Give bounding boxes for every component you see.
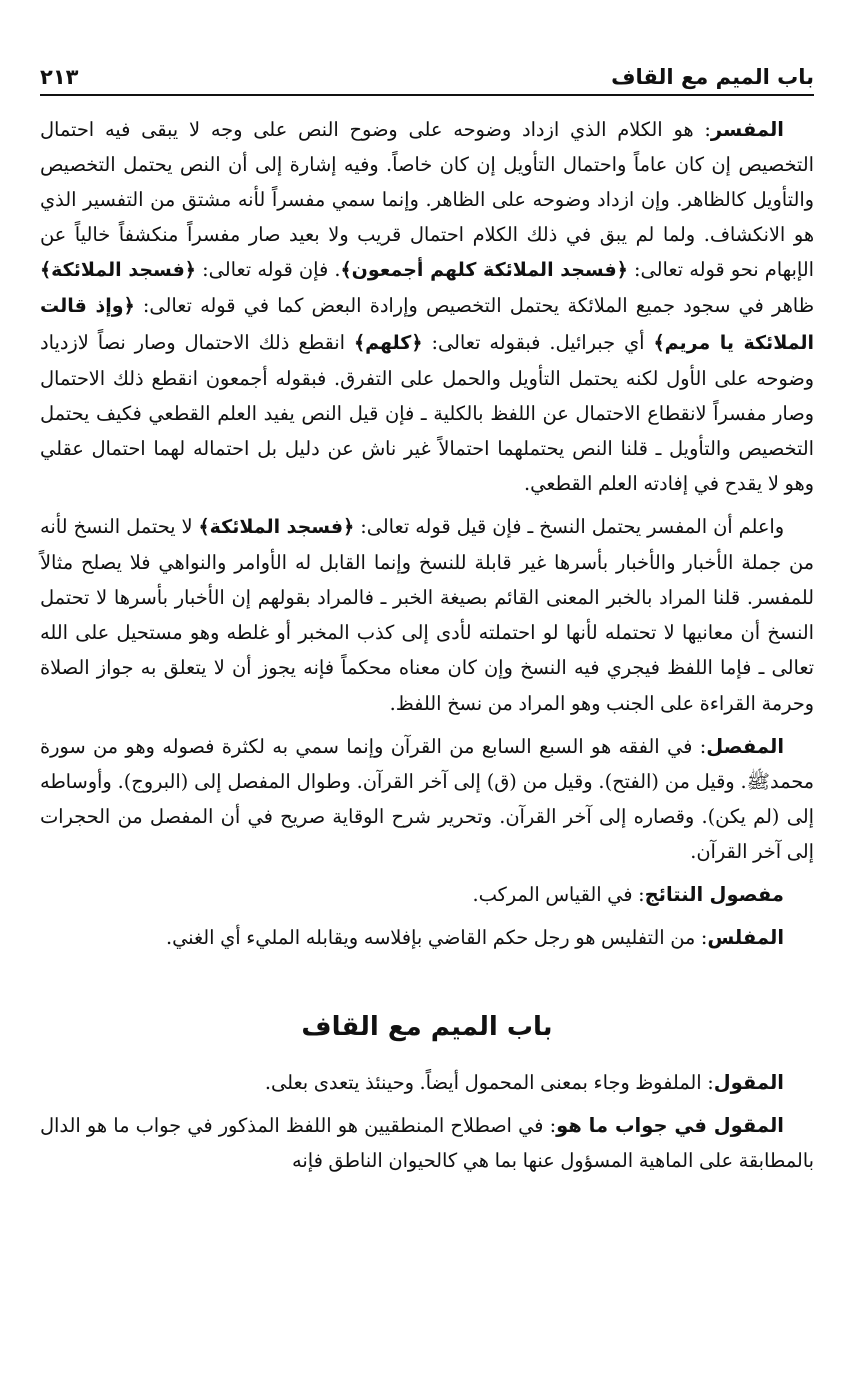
running-header [40,52,814,96]
entry-text: ظاهر في سجود جميع الملائكة يحتمل التخصيص وإرادة البعض كما في قوله تعالى: [134,294,814,318]
paragraph-naskh [40,509,814,721]
entry-term: المفصل [706,734,784,758]
entry-mufassar [40,112,814,501]
quran-quote: ﴿فسجد الملائكة﴾ [198,516,355,539]
entry-text: لا يحتمل النسخ لأنه من جملة الأخبار والأخبار بأسرها غير قابلة للنسخ وإنما القابل له الأوامر والنواهي فلا يصلح مثالاً للمفسر. قلنا المراد بالخبر المعنى القائم بصيغة الخبر ـ فالمراد بقولهم إن الأخبار بأسرها لا تحتمل النسخ أن معانيها لا تحتمله لأنها لو احتملته لأدى إلى كذب المخبر أو غلطه وهو مستحيل على الله تعالى ـ فإما اللفظ فيجري فيه النسخ وإن كان معناه محكماً فإنه يجوز أن لا يتعلق به جواز الصلاة وحرمة القراءة على الجنب وهو المراد من نسخ اللفظ. [40,515,814,715]
page-number: ٢١٣ [40,65,79,89]
quran-quote: ﴿فسجد الملائكة كلهم أجمعون﴾ [340,259,628,282]
entry-maqul [40,1065,814,1100]
entry-mufassal [40,729,814,869]
entry-text: واعلم أن المفسر يحتمل النسخ ـ فإن قيل قوله تعالى: [354,515,785,539]
entry-text: : هو الكلام الذي ازداد وضوحه على وضوح النص على وجه لا يبقى فيه احتمال التخصيص إن كان عاماً واحتمال التأويل إن كان خاصاً. وفيه إشارة إلى أن النص يحتمل التخصيص والتأويل كالظاهر. وإن ازداد وضوحه على الظاهر. وإنما سمي مفسراً لأنه مشتق من التفسير الذي هو الانكشاف. ولما لم يبق في ذلك الكلام احتمال قريب ولا بعيد صار مفسراً منكشفاً خالياً عن الإبهام نحو قوله تعالى: [40,118,814,282]
quran-quote: ﴿فسجد الملائكة﴾ [40,259,196,282]
entry-maqul-fi-jawab-ma-huwa [40,1108,814,1178]
entry-text: : في القياس المركب. [472,882,645,906]
quran-quote: ﴿كلهم﴾ [353,331,423,354]
running-title: باب الميم مع القاف [611,65,814,89]
section-heading: باب الميم مع القاف [301,1012,553,1043]
entry-text: انقطع ذلك الاحتمال وصار نصاً لازدياد وضوحه على الأول لكنه يحتمل التأويل والحمل على التفرق. فبقوله أجمعون انقطع ذلك الاحتمال وصار مفسراً لانقطاع الاحتمال عن اللفظ بالكلية ـ فإن قيل النص يفيد العلم القطعي فكيف يحتمل التخصيص والتأويل ـ قلنا النص يحتملهما احتمالاً غير ناش عن دليل بل احتماله لهما احتمال عقلي وهو لا يقدح في إفادته العلم القطعي. [40,330,814,495]
entry-text: . فإن قوله تعالى: [195,258,341,282]
entry-muflis [40,920,814,955]
entry-text: أي جبرائيل. فبقوله تعالى: [422,330,654,354]
entry-text: : في الفقه هو السبع السابع من القرآن وإنما سمي به لكثرة فصوله وهو من سورة محمدﷺ. وقيل من (الفتح). وقيل من (ق) إلى آخر القرآن. وطوال المفصل إلى (البروج). وأوساطه إلى (لم يكن). وقصاره إلى آخر القرآن. وتحرير شرح الوقاية صريح في أن المفصل من الحجرات إلى آخر القرآن. [40,734,814,863]
entry-term: المفلس [707,926,784,950]
entry-term: المقول [713,1071,784,1095]
entry-text: : من التفليس هو رجل حكم القاضي بإفلاسه ويقابله المليء أي الغني. [165,926,708,950]
quran-quote: ﴿وإذ قالت الملائكة يا مريم﴾ [40,295,815,354]
entry-mafsul-al-nataij [40,877,814,912]
entry-term: المقول في جواب ما هو [556,1114,784,1138]
entry-text: : في اصطلاح المنطقيين هو اللفظ المذكور في جواب ما هو الدال بالمطابقة على الماهية المسؤول عنها بما هي كالحيوان الناطق فإنه [40,1114,814,1173]
page-body [40,112,814,1178]
entry-text: : الملفوظ وجاء بمعنى المحمول أيضاً. وحينئذ يتعدى بعلى. [264,1071,714,1095]
entry-term: المفسر [710,118,784,141]
entry-term: مفصول النتائج [644,882,784,906]
